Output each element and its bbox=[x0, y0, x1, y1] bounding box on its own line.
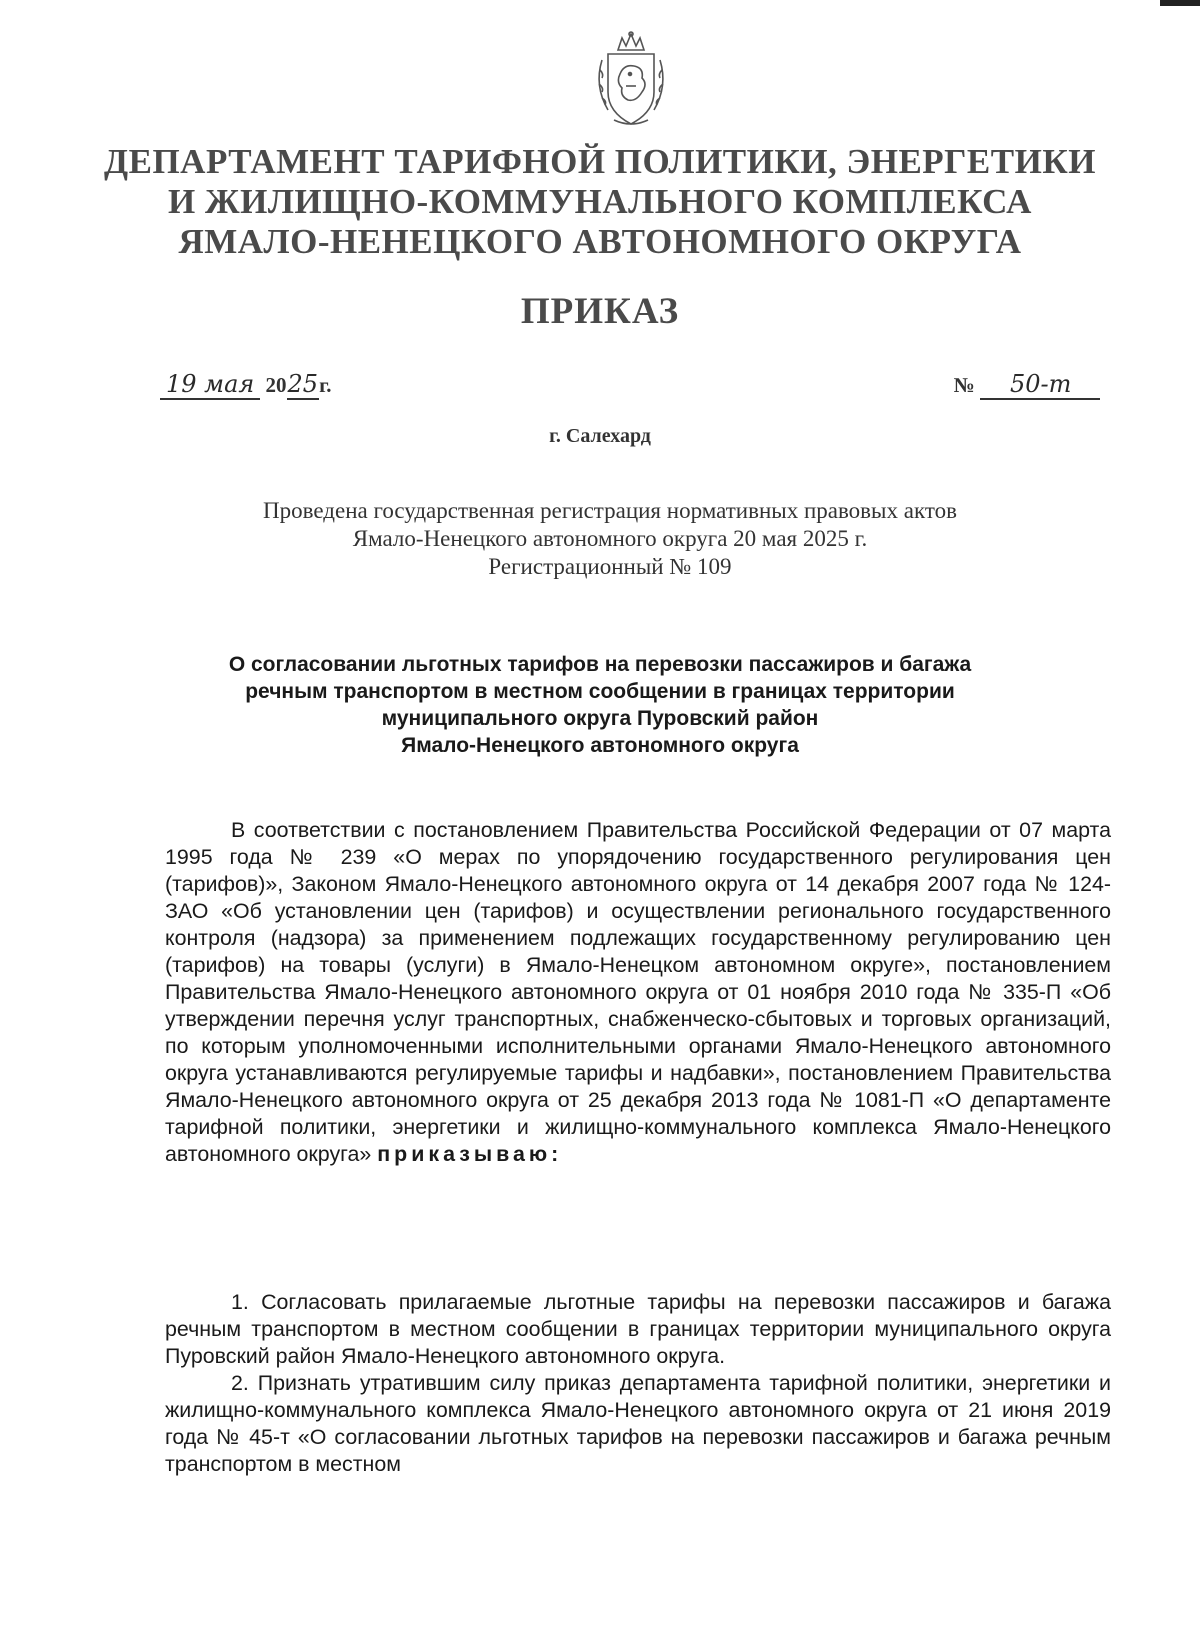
subject-line: муниципального округа Пуровский район bbox=[381, 707, 819, 730]
year-prefix: 20 bbox=[265, 373, 287, 397]
registration-line: Регистрационный № 109 bbox=[488, 554, 732, 579]
coat-of-arms-emblem bbox=[590, 30, 672, 130]
scan-edge-mark bbox=[1160, 0, 1200, 6]
number-label: № bbox=[953, 373, 975, 397]
handwritten-date: 19 мая bbox=[160, 370, 260, 400]
preamble-text: В соответствии с постановлением Правительства Российской Федерации от 07 марта 1995 года № 239 «О мерах по упорядочению государственного регулирования цен (тарифов)», Законом Ямало-Ненецкого автономного округа от 14 декабря 2007 года № 124-ЗАО «Об установлении цен (тарифов) и осуществлении регионального государственного контроля (надзора) за применением подлежащих государственному регулированию цен (тарифов) на товары (услуги) в Ямало-Ненецком автономном округе», постановлением Правительства Ямало-Ненецкого автономного округа от 01 ноября 2010 года № 335-П «Об утверждении перечня услуг транспортных, снабженческо-сбытовых и торговых организаций, по которым уполномоченными исполнительными органами Ямало-Ненецкого автономного округа устанавливаются регулируемые тарифы и надбавки», постановлением Правительства Ямало-Ненецкого автономного округа от 25 декабря 2013 года № 1081-П «О департаменте тарифной политики, энергетики и жилищно-коммунального комплекса Ямало-Ненецкого автономного округа» bbox=[165, 818, 1111, 1166]
preamble-paragraph bbox=[165, 817, 1111, 1168]
preamble-text-block bbox=[165, 817, 1111, 1168]
department-title bbox=[60, 142, 1140, 262]
handwritten-year: 25 bbox=[287, 370, 319, 398]
department-title-line: И ЖИЛИЩНО-КОММУНАЛЬНОГО КОМПЛЕКСА bbox=[168, 182, 1032, 221]
order-items bbox=[165, 1289, 1111, 1478]
city-name: г. Салехард bbox=[549, 425, 651, 447]
year-suffix: г. bbox=[319, 373, 332, 397]
registration-line: Проведена государственная регистрация нормативных правовых актов bbox=[263, 498, 957, 523]
subject-line: речным транспортом в местном сообщении в границах территории bbox=[245, 680, 955, 703]
handwritten-number: 50-т bbox=[980, 370, 1100, 400]
order-word: приказываю: bbox=[377, 1142, 563, 1166]
subject-line: О согласовании льготных тарифов на перевозки пассажиров и багажа bbox=[228, 653, 972, 676]
registration-line: Ямало-Ненецкого автономного округа 20 мая 2025 г. bbox=[352, 526, 868, 551]
document-type-heading: ПРИКАЗ bbox=[520, 291, 680, 332]
order-subject-title bbox=[120, 651, 1080, 759]
department-title-line: ЯМАЛО-НЕНЕЦКОГО АВТОНОМНОГО ОКРУГА bbox=[178, 222, 1022, 261]
order-item: 2. Признать утратившим силу приказ департамента тарифной политики, энергетики и жилищно-коммунального комплекса Ямало-Ненецкого автономного округа от 21 июня 2019 года № 45-т «О согласовании льготных тарифов на перевозки пассажиров и багажа речным транспортом в местном bbox=[165, 1371, 1111, 1476]
order-number bbox=[954, 370, 1100, 400]
order-date bbox=[160, 370, 331, 398]
order-item: 1. Согласовать прилагаемые льготные тарифы на перевозки пассажиров и багажа речным транспортом в местном сообщении в границах территории муниципального округа Пуровский район Ямало-Ненецкого автономного округа. bbox=[165, 1290, 1111, 1368]
department-title-line: ДЕПАРТАМЕНТ ТАРИФНОЙ ПОЛИТИКИ, ЭНЕРГЕТИКИ bbox=[104, 142, 1096, 181]
subject-line: Ямало-Ненецкого автономного округа bbox=[401, 734, 799, 757]
registration-stamp-text bbox=[160, 497, 1060, 581]
